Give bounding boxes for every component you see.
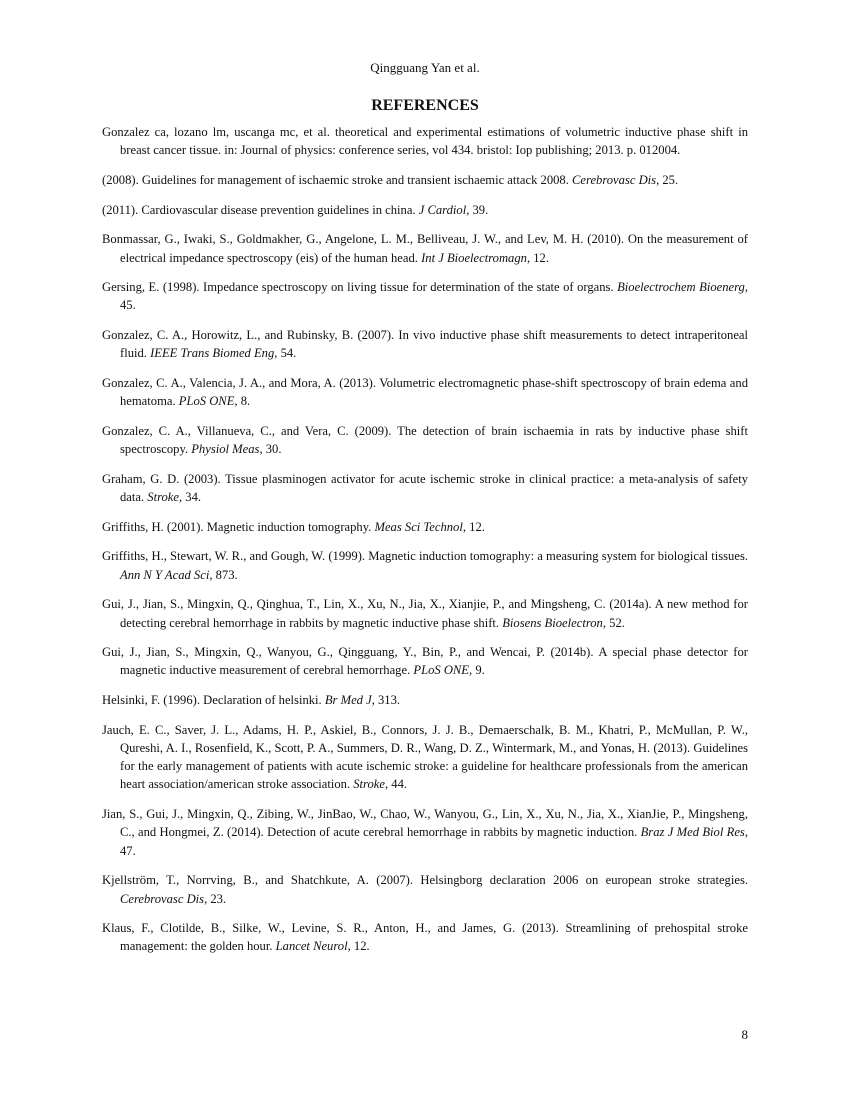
- reference-text: Gonzalez, C. A., Horowitz, L., and Rubinsky, B. (2007). In vivo inductive phase shift measurements to detect intraperitoneal fluid.: [102, 328, 748, 361]
- reference-entry: [102, 721, 748, 794]
- reference-volume: , 873.: [209, 567, 238, 582]
- reference-journal: Physiol Meas: [191, 442, 260, 457]
- reference-text: (2008). Guidelines for management of ischaemic stroke and transient ischaemic attack 2008.: [102, 172, 573, 187]
- reference-volume: , 12.: [347, 939, 370, 954]
- reference-text: Kjellström, T., Norrving, B., and Shatchkute, A. (2007). Helsingborg declaration 2006 on european stroke strategies.: [102, 873, 748, 888]
- reference-text: Gonzalez, C. A., Valencia, J. A., and Mora, A. (2013). Volumetric electromagnetic phase-shift spectroscopy of brain edema and hematoma.: [102, 376, 748, 409]
- reference-journal: Bioelectrochem Bioenerg: [617, 280, 745, 295]
- reference-volume: , 23.: [204, 891, 227, 906]
- reference-entry: [102, 919, 748, 955]
- reference-entry: [102, 547, 748, 583]
- reference-text: Gui, J., Jian, S., Mingxin, Q., Qinghua, T., Lin, X., Xu, N., Jia, X., Xianjie, P., and Mingsheng, C. (2014a). A new method for detecting cerebral hemorrhage in rabbits by magnetic inductive phase shift.: [102, 597, 748, 630]
- reference-journal: Lancet Neurol: [275, 939, 348, 954]
- reference-entry: [102, 374, 748, 410]
- reference-entry: [102, 230, 748, 266]
- reference-volume: , 25.: [656, 172, 679, 187]
- reference-entry: [102, 871, 748, 907]
- reference-text: Griffiths, H., Stewart, W. R., and Gough, W. (1999). Magnetic induction tomography: a measuring system for biological tissues.: [102, 549, 748, 564]
- reference-entry: [102, 278, 748, 314]
- reference-journal: Braz J Med Biol Res: [640, 825, 745, 840]
- reference-entry: [102, 691, 748, 709]
- reference-entry: [102, 201, 748, 219]
- running-head: Qingguang Yan et al.: [370, 60, 480, 75]
- reference-journal: J Cardiol: [418, 202, 467, 217]
- reference-journal: Meas Sci Technol: [374, 519, 463, 534]
- reference-volume: , 39.: [466, 202, 489, 217]
- reference-volume: , 30.: [259, 442, 282, 457]
- reference-journal: IEEE Trans Biomed Eng: [150, 346, 275, 361]
- reference-text: Gonzalez, C. A., Villanueva, C., and Vera, C. (2009). The detection of brain ischaemia in rats by inductive phase shift spectroscopy.: [102, 423, 748, 457]
- reference-text: Helsinki, F. (1996). Declaration of helsinki.: [102, 693, 325, 708]
- reference-text: Gui, J., Jian, S., Mingxin, Q., Wanyou, G., Qingguang, Y., Bin, P., and Wencai, P. (2014b). A special phase detector for magnetic inductive measurement of cerebral hemorrhage.: [102, 645, 748, 678]
- reference-text: (2011). Cardiovascular disease prevention guidelines in china.: [102, 202, 419, 217]
- reference-journal: Biosens Bioelectron: [502, 615, 603, 630]
- reference-volume: , 52.: [602, 615, 625, 630]
- reference-volume: , 34.: [179, 490, 202, 505]
- reference-journal: Stroke: [147, 490, 179, 505]
- page-number: 8: [741, 1027, 748, 1042]
- reference-journal: Cerebrovasc Dis: [572, 172, 657, 187]
- reference-volume: , 313.: [371, 693, 401, 708]
- reference-entry: [102, 518, 748, 536]
- reference-list: [102, 123, 748, 967]
- reference-entry: [102, 643, 748, 679]
- reference-volume: , 12.: [526, 250, 549, 265]
- reference-text: Graham, G. D. (2003). Tissue plasminogen activator for acute ischemic stroke in clinical practice: a meta-analysis of safety data.: [102, 471, 748, 505]
- reference-journal: Ann N Y Acad Sci: [120, 567, 210, 582]
- reference-text: Gersing, E. (1998). Impedance spectroscopy on living tissue for determination of the state of organs.: [102, 280, 618, 295]
- reference-entry: [102, 805, 748, 860]
- reference-entry: [102, 595, 748, 631]
- section-title: REFERENCES: [371, 97, 479, 114]
- reference-text: Klaus, F., Clotilde, B., Silke, W., Levine, S. R., Anton, H., and James, G. (2013). Streamlining of prehospital stroke management: the golden hour.: [102, 921, 748, 954]
- reference-volume: , 47.: [120, 825, 748, 858]
- reference-volume: , 8.: [234, 394, 251, 409]
- reference-volume: , 9.: [469, 663, 485, 678]
- reference-text: Griffiths, H. (2001). Magnetic induction tomography.: [102, 519, 375, 534]
- reference-volume: , 45.: [120, 280, 748, 313]
- reference-journal: Int J Bioelectromagn: [421, 250, 527, 265]
- reference-volume: , 54.: [274, 346, 297, 361]
- reference-entry: [102, 470, 748, 506]
- reference-entry: [102, 123, 748, 159]
- reference-journal: PLoS ONE: [413, 663, 470, 678]
- reference-entry: [102, 171, 748, 189]
- reference-volume: , 44.: [384, 777, 408, 792]
- reference-journal: PLoS ONE: [178, 394, 235, 409]
- reference-entry: [102, 422, 748, 458]
- reference-text: Jauch, E. C., Saver, J. L., Adams, H. P., Askiel, B., Connors, J. J. B., Demaerschalk, B. M., Khatri, P., McMullan, P. W., Qureshi, A. I., Rosenfield, K., Scott, P. A., Summers, D. R., Wang, D. Z., Wintermark, M., and Yonas, H. (2013). Guidelines for the early management of patients with acute ischemic stroke: a guideline for healthcare professionals from the american heart association/american stroke association.: [102, 722, 748, 792]
- reference-journal: Stroke: [353, 777, 385, 792]
- reference-volume: , 12.: [462, 519, 485, 534]
- reference-journal: Br Med J: [324, 693, 372, 708]
- reference-text: Gonzalez ca, lozano lm, uscanga mc, et al. theoretical and experimental estimations of volumetric inductive phase shift in breast cancer tissue. in: Journal of physics: conference series, vol 434. bristol: Iop publishing; 2013. p. 012004.: [102, 125, 748, 158]
- reference-text: Bonmassar, G., Iwaki, S., Goldmakher, G., Angelone, L. M., Belliveau, J. W., and Lev, M. H. (2010). On the measurement of electrical impedance spectroscopy (eis) of the human head.: [102, 232, 748, 265]
- reference-text: Jian, S., Gui, J., Mingxin, Q., Zibing, W., JinBao, W., Chao, W., Wanyou, G., Lin, X., Xu, N., Jia, X., XianJie, P., Mingsheng, C., and Hongmei, Z. (2014). Detection of acute cerebral hemorrhage in rabbits by magnetic induction.: [102, 807, 748, 840]
- reference-entry: [102, 326, 748, 362]
- reference-journal: Cerebrovasc Dis: [120, 891, 205, 906]
